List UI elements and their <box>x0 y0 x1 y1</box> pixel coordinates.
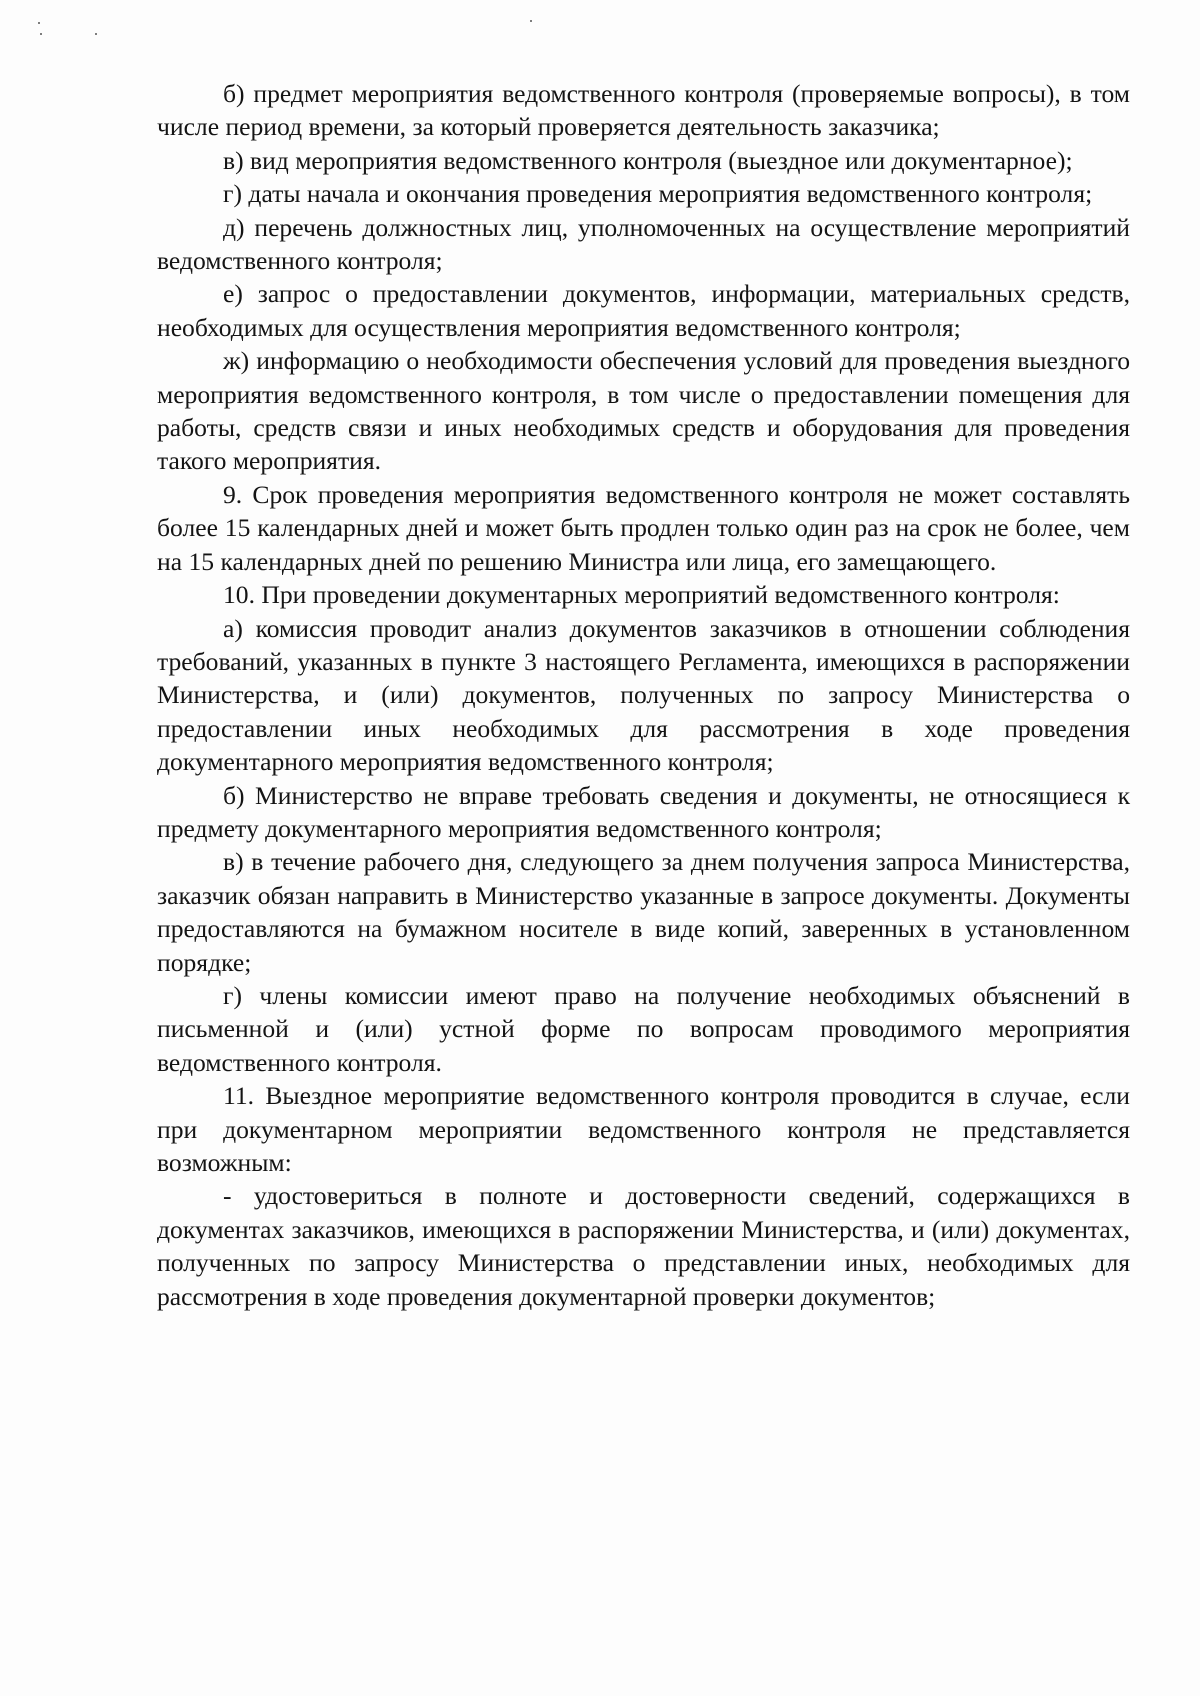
paragraph-item-d: д) перечень должностных лиц, уполномоченных на осуществление мероприятий ведомственного контроля; <box>157 212 1130 276</box>
paragraph-10-item-b: б) Министерство не вправе требовать сведения и документы, не относящиеся к предмету документарного мероприятия ведомственного контроля; <box>157 780 1130 843</box>
paragraph-item-g: г) даты начала и окончания проведения мероприятия ведомственного контроля; <box>223 179 1093 209</box>
paragraph-10-item-g: г) члены комиссии имеют право на получение необходимых объяснений в письменной и (или) устной форме по вопросам проводимого мероприятия ведомственного контроля. <box>157 980 1130 1077</box>
scan-speck <box>40 33 42 35</box>
scan-speck <box>95 33 97 35</box>
paragraph-section-9: 9. Срок проведения мероприятия ведомственного контроля не может составлять более 15 календарных дней и может быть продлен только один раз на срок не более, чем на 15 календарных дней по решению Министра или лица, его замещающего. <box>157 479 1130 576</box>
scan-speck <box>530 20 532 22</box>
paragraph-item-e: е) запрос о предоставлении документов, информации, материальных средств, необходимых для осуществления мероприятия ведомственного контроля; <box>157 279 1130 342</box>
document-body <box>157 77 1130 1313</box>
paragraph-section-11: 11. Выездное мероприятие ведомственного контроля проводится в случае, если при документарном мероприятии ведомственного контроля не представляется возможным: <box>157 1081 1130 1177</box>
paragraph-item-v: в) вид мероприятия ведомственного контроля (выездное или документарное); <box>223 145 1073 175</box>
paragraph-item-b: б) предмет мероприятия ведомственного контроля (проверяемые вопросы), в том числе период времени, за который проверяется деятельность заказчика; <box>157 79 1130 142</box>
scan-speck <box>38 22 40 24</box>
paragraph-11-bullet: - удостовериться в полноте и достоверности сведений, содержащихся в документах заказчиков, имеющихся в распоряжении Министерства, и (или) документах, полученных по запросу Министерства о представлении иных, необходимых для рассмотрения в ходе проведения документарной проверки документов; <box>157 1181 1130 1311</box>
paragraph-10-item-v: в) в течение рабочего дня, следующего за днем получения запроса Министерства, заказчик обязан направить в Министерство указанные в запросе документы. Документы предоставляются на бумажном носителе в виде копий, заверенных в установленном порядке; <box>157 847 1130 977</box>
paragraph-section-10: 10. При проведении документарных мероприятий ведомственного контроля: <box>223 580 1060 610</box>
paragraph-item-zh: ж) информацию о необходимости обеспечения условий для проведения выездного мероприятия ведомственного контроля, в том числе о предоставлении помещения для работы, средств связи и иных необходимых средств и оборудования для проведения такого мероприятия. <box>157 346 1130 476</box>
paragraph-10-item-a: а) комиссия проводит анализ документов заказчиков в отношении соблюдения требований, указанных в пункте 3 настоящего Регламента, имеющихся в распоряжении Министерства, и (или) документов, полученных по запросу Министерства о предоставлении иных необходимых для рассмотрения в ходе проведения документарного мероприятия ведомственного контроля; <box>157 613 1130 777</box>
